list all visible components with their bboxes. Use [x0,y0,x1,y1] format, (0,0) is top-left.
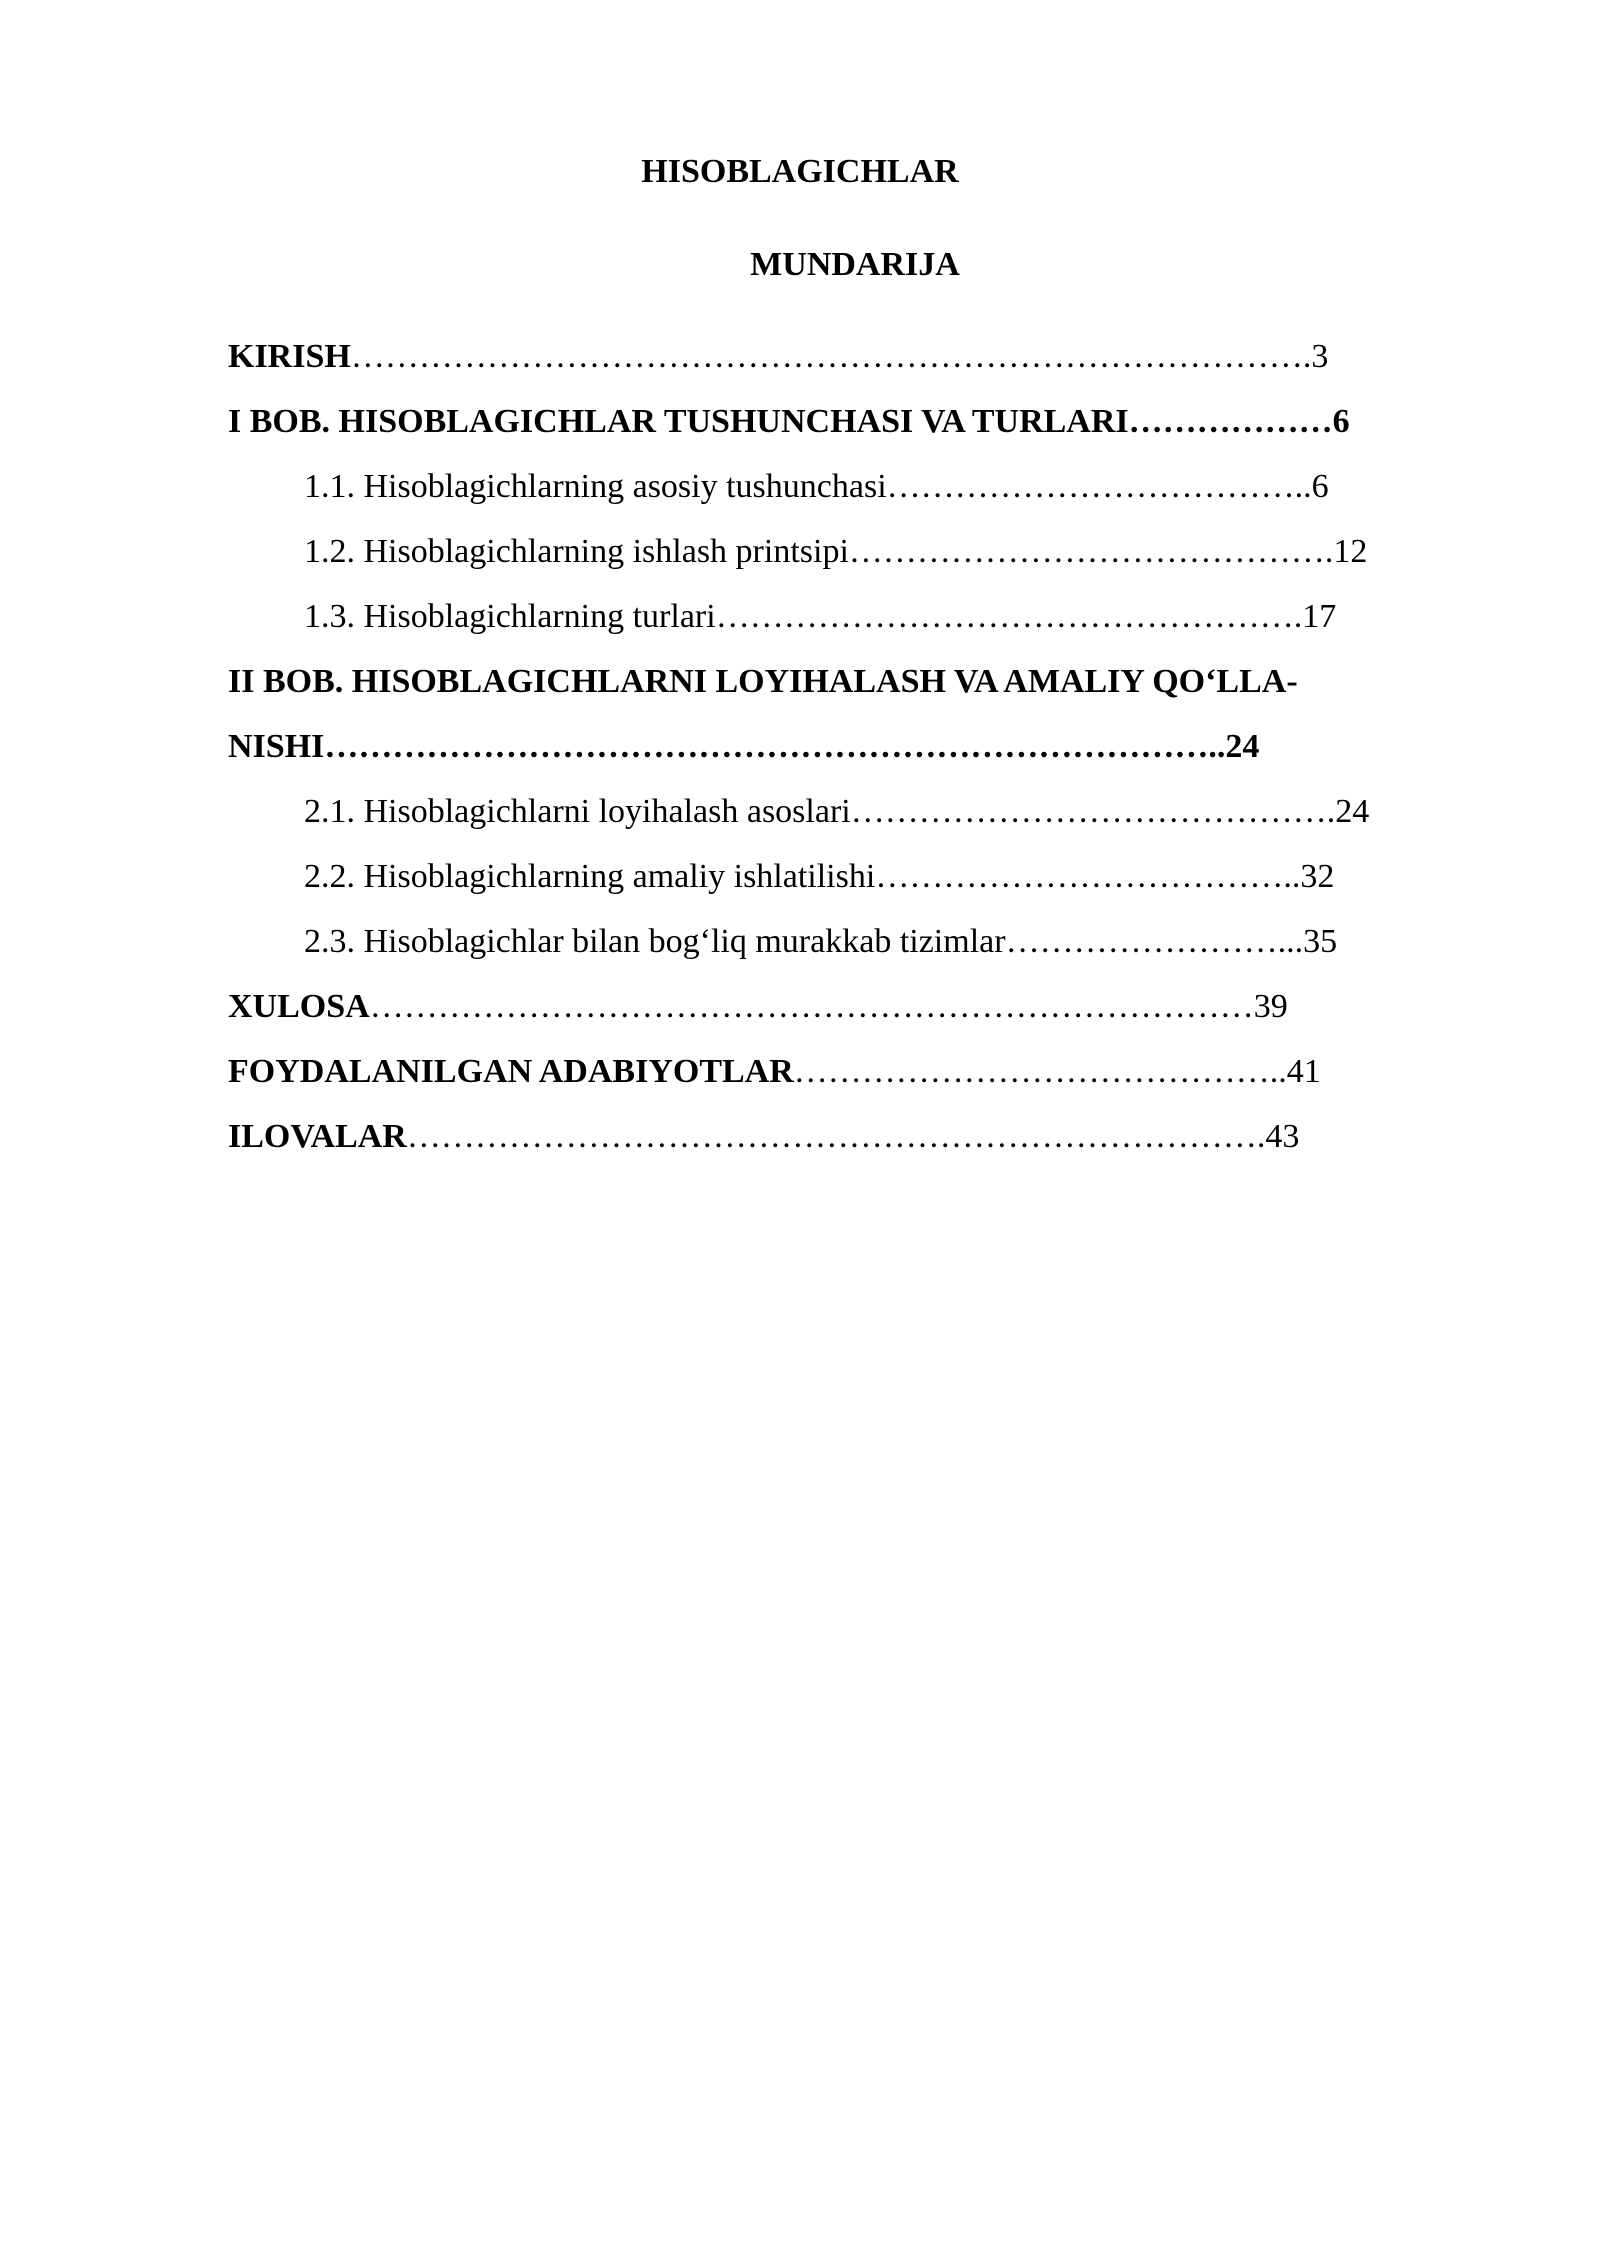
toc-page-number: 32 [1300,858,1335,895]
toc-page-number: 39 [1253,988,1288,1025]
toc-page-number: 43 [1265,1118,1300,1155]
toc-entry-ilovalar[interactable] [228,1117,1299,1157]
toc-leader-dots: ……………………………….. [875,858,1301,895]
toc-entry-title: 1.3. Hisoblagichlarning turlari [304,598,716,635]
toc-entry-section-1-1[interactable] [304,467,1329,507]
toc-page-number: 17 [1302,598,1337,635]
toc-entry-section-2-2[interactable] [304,857,1334,897]
toc-heading: MUNDARIJA [750,246,960,283]
toc-page-number: 24 [1335,793,1370,830]
toc-entry-chapter-2-line-2[interactable] [228,727,1259,767]
toc-entry-title: II BOB. HISOBLAGICHLARNI LOYIHALASH VA AMALIY QO‘LLA- [228,663,1298,700]
toc-entry-chapter-1[interactable] [228,402,1350,442]
toc-entry-adabiyotlar[interactable] [228,1052,1321,1092]
toc-entry-title: ILOVALAR [228,1118,407,1155]
toc-leader-dots: …………………………………….. [793,1053,1287,1090]
toc-entry-section-2-1[interactable] [304,792,1369,832]
toc-leader-dots: ……………………………………. [848,533,1334,570]
toc-entry-kirish[interactable] [228,337,1328,377]
toc-entry-title: I BOB. HISOBLAGICHLAR TUSHUNCHASI VA TURLARI [228,403,1129,440]
toc-leader-dots: ……………………………………. [850,793,1336,830]
toc-page-number: 6 [1311,468,1329,505]
toc-page-number: 35 [1303,923,1338,960]
toc-entry-title: 1.1. Hisoblagichlarning asosiy tushunchasi [304,468,887,505]
toc-entry-title: 2.1. Hisoblagichlarni loyihalash asoslari [304,793,851,830]
toc-page-number: 12 [1333,533,1368,570]
toc-leader-dots: …………………………………………………………………………. [350,338,1312,375]
toc-page-number: 24 [1225,728,1260,765]
toc-entry-title: 1.2. Hisoblagichlarning ishlash printsipi [304,533,849,570]
toc-leader-dots: …………………………………………………………………… [369,988,1254,1025]
toc-entry-xulosa[interactable] [228,987,1288,1027]
toc-entry-title: NISHI [228,728,325,765]
toc-leader-dots: ……………………... [1005,923,1304,960]
toc-entry-section-1-3[interactable] [304,597,1336,637]
toc-entry-chapter-2-line-1[interactable] [228,662,1298,702]
toc-leader-dots: ……………………………….. [886,468,1312,505]
toc-entry-section-1-2[interactable] [304,532,1367,572]
toc-entry-title: KIRISH [228,338,351,375]
toc-leader-dots: ……………………………………………. [715,598,1303,635]
toc-leader-dots: …………………………………………………………………….. [324,728,1226,765]
toc-page-number: 3 [1311,338,1329,375]
toc-entry-section-2-3[interactable] [304,922,1337,962]
toc-entry-title: 2.3. Hisoblagichlar bilan bog‘liq murakkab tizimlar [304,923,1006,960]
toc-entry-title: FOYDALANILGAN ADABIYOTLAR [228,1053,794,1090]
toc-entry-title: 2.2. Hisoblagichlarning amaliy ishlatilishi [304,858,876,895]
toc-page-number: 41 [1286,1053,1321,1090]
toc-page-number: 6 [1332,403,1350,440]
toc-leader-dots: …………………………………………………………………. [406,1118,1266,1155]
toc-leader-dots: ……………… [1128,403,1333,440]
document-title: HISOBLAGICHLAR [641,153,959,190]
toc-entry-title: XULOSA [228,988,370,1025]
